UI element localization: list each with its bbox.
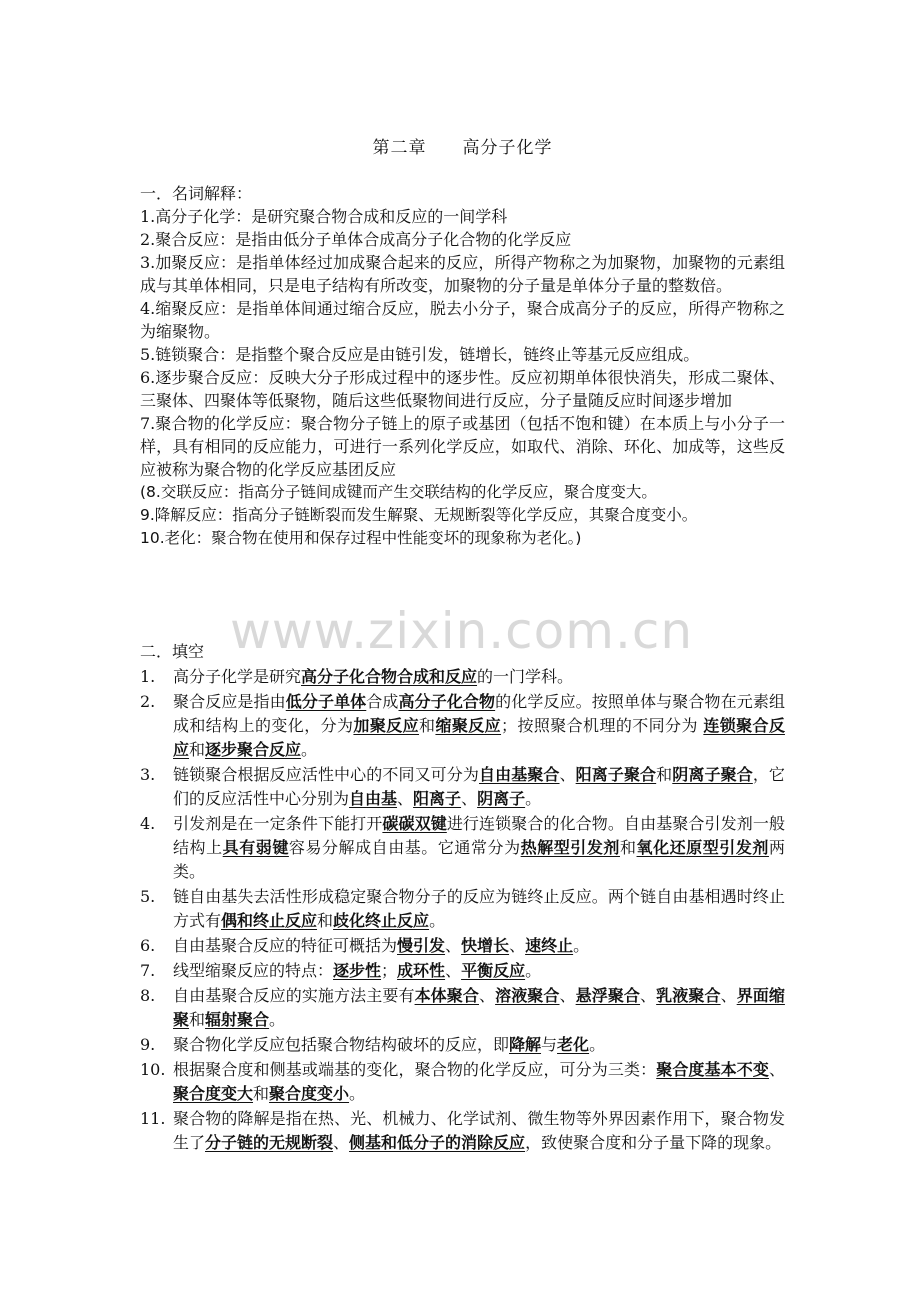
question-text: 聚合物化学反应包括聚合物结构破坏的反应，即 <box>173 1035 510 1054</box>
item-number: 6. <box>140 936 156 955</box>
question-text: 、 <box>397 789 414 808</box>
page-title: 第二章 高分子化学 <box>372 138 553 158</box>
question-text: 链自由基失去活性形成稳定聚合物分子的反应为链终止反应。两个链自由基相遇时终止方式有 <box>173 887 785 930</box>
answer-text: 平衡反应 <box>461 961 526 980</box>
question-text: 和 <box>189 740 206 759</box>
definition-item: 2.聚合反应：是指由低分子单体合成高分子化合物的化学反应 <box>140 230 572 249</box>
question-text: 和 <box>189 1010 206 1029</box>
definition-item: 6.逐步聚合反应：反映大分子形成过程中的逐步性。反应初期单体很快消失，形成二聚体、三聚体、四聚体等低聚物，随后这些低聚物间进行反应，分子量随反应时间逐步增加 <box>140 368 785 410</box>
question-text: 与 <box>541 1035 558 1054</box>
question-text: 、 <box>333 1133 350 1152</box>
question-text: 高分子化学是研究 <box>173 667 302 686</box>
question-text: 的化学反应。按照单体与聚合物在元素组成和结构上的变化，分为 <box>173 692 785 735</box>
question-text: 的一门学科。 <box>477 667 574 686</box>
definition-extra: (8.交联反应：指高分子链间成键而产生交联结构的化学反应，聚合度变大。 <box>140 483 657 501</box>
answer-text: 自由基 <box>349 789 398 808</box>
fill-in-item <box>140 763 785 811</box>
item-number: 5. <box>140 887 156 906</box>
answer-text: 高分子化合物合成和反应 <box>301 667 478 686</box>
item-number: 11. <box>140 1109 166 1128</box>
question-text: 。 <box>525 961 542 980</box>
question-text: 和 <box>419 716 436 735</box>
answer-text: 快增长 <box>461 936 510 955</box>
fill-in-list <box>140 665 785 1155</box>
answer-text: 阳离子聚合 <box>575 765 657 784</box>
question-text: 和 <box>253 1084 270 1103</box>
question-text: 。 <box>269 1010 286 1029</box>
answer-text: 缩聚反应 <box>435 716 502 735</box>
section-heading-fill-in: 二．填空 <box>140 642 205 661</box>
question-text: 聚合反应是指由 <box>173 692 286 711</box>
definition-item: 7.聚合物的化学反应：聚合物分子链上的原子或基团（包括不饱和键）在本质上与小分子一样，具有相同的反应能力，可进行一系列化学反应，如取代、消除、环化、加成等，这些反应被称为聚合物的化学反应基团反应 <box>140 414 785 479</box>
answer-text: 高分子化合物 <box>398 692 496 711</box>
question-text: 自由基聚合反应的特征可概括为 <box>173 936 398 955</box>
answer-text: 氧化还原型引发剂 <box>636 838 769 857</box>
question-text: 。 <box>589 1035 606 1054</box>
question-text: 。 <box>525 789 542 808</box>
answer-text: 自由基聚合 <box>479 765 560 784</box>
question-text: 链锁聚合根据反应活性中心的不同又可分为 <box>173 765 479 784</box>
item-number: 10. <box>140 1060 166 1079</box>
answer-text: 加聚反应 <box>353 716 420 735</box>
question-text: ，它们的反应活性中心分别为 <box>173 765 785 808</box>
question-text: 。 <box>301 740 318 759</box>
question-text: 。 <box>429 911 446 930</box>
item-number: 7. <box>140 961 156 980</box>
fill-in-item <box>140 665 785 689</box>
answer-text: 慢引发 <box>397 936 446 955</box>
question-text: 、 <box>559 986 576 1005</box>
answer-text: 界面缩聚 <box>173 986 785 1029</box>
fill-in-item <box>140 812 785 884</box>
item-number: 9. <box>140 1035 156 1054</box>
answer-text: 连锁聚合反应 <box>173 716 785 759</box>
fill-in-item <box>140 934 785 958</box>
question-text: 引发剂是在一定条件下能打开 <box>173 814 383 833</box>
answer-text: 降解 <box>509 1035 542 1054</box>
answer-text: 阴离子 <box>477 789 526 808</box>
answer-text: 速终止 <box>525 936 574 955</box>
question-text: 、 <box>559 765 576 784</box>
answer-text: 乳液聚合 <box>656 986 721 1005</box>
definition-extra: 10.老化：聚合物在使用和保存过程中性能变坏的现象称为老化。) <box>140 529 582 547</box>
question-text: ；按照聚合机理的不同分为 <box>501 716 704 735</box>
fill-in-item <box>140 690 785 762</box>
answer-text: 逐步性 <box>333 961 382 980</box>
question-text: 合成 <box>366 692 399 711</box>
question-text: 进行连锁聚合的化合物。自由基聚合引发剂一般结构上 <box>173 814 785 857</box>
item-number: 8. <box>140 986 156 1005</box>
answer-text: 辐射聚合 <box>205 1010 270 1029</box>
answer-text: 侧基和低分子的消除反应 <box>349 1133 526 1152</box>
item-number: 2. <box>140 692 156 711</box>
question-text: 、 <box>768 1060 785 1079</box>
question-text: 和 <box>619 838 637 857</box>
question-text: 容易分解成自由基。它通常分为 <box>288 838 521 857</box>
answer-text: 阴离子聚合 <box>672 765 753 784</box>
answer-text: 聚合度变大 <box>173 1084 254 1103</box>
answer-text: 逐步聚合反应 <box>205 740 302 759</box>
item-number: 4. <box>140 814 156 833</box>
question-text: 、 <box>478 986 496 1005</box>
question-text: 线型缩聚反应的特点： <box>173 961 334 980</box>
question-text: 聚合物的降解是指在热、光、机械力、化学试剂、微生物等外界因素作用下，聚合物发生了 <box>173 1109 785 1152</box>
answer-text: 碳碳双键 <box>382 814 447 833</box>
question-text: 根据聚合度和侧基或端基的变化，聚合物的化学反应，可分为三类： <box>173 1060 657 1079</box>
watermark: www.zixin.com.cn <box>230 602 694 660</box>
question-text: 自由基聚合反应的实施方法主要有 <box>173 986 415 1005</box>
answer-text: 热解型引发剂 <box>520 838 620 857</box>
question-text: 两类。 <box>173 838 785 881</box>
section-fill-in <box>140 640 785 1156</box>
item-number: 1. <box>140 667 156 686</box>
question-text: 、 <box>445 936 462 955</box>
question-text: 、 <box>445 961 462 980</box>
question-text: 、 <box>461 789 478 808</box>
definition-item: 1.高分子化学：是研究聚合物合成和反应的一间学科 <box>140 207 508 226</box>
question-text: 和 <box>656 765 673 784</box>
question-text: 。 <box>349 1084 366 1103</box>
answer-text: 本体聚合 <box>414 986 479 1005</box>
definition-item: 5.链锁聚合：是指整个聚合反应是由链引发，链增长，链终止等基元反应组成。 <box>140 345 700 364</box>
question-text: 。 <box>573 936 590 955</box>
fill-in-item <box>140 1107 785 1155</box>
answer-text: 老化 <box>557 1035 590 1054</box>
fill-in-item <box>140 959 785 983</box>
question-text: 、 <box>640 986 657 1005</box>
answer-text: 具有弱键 <box>222 838 289 857</box>
answer-text: 分子链的无规断裂 <box>205 1133 334 1152</box>
answer-text: 偶和终止反应 <box>221 911 318 930</box>
fill-in-item <box>140 1033 785 1057</box>
answer-text: 悬浮聚合 <box>575 986 641 1005</box>
answer-text: 歧化终止反应 <box>333 911 430 930</box>
question-text: 、 <box>509 936 526 955</box>
fill-in-item <box>140 1058 785 1106</box>
fill-in-item <box>140 984 785 1032</box>
question-text: 和 <box>317 911 334 930</box>
answer-text: 溶液聚合 <box>495 986 560 1005</box>
answer-text: 聚合度变小 <box>269 1084 350 1103</box>
question-text: 、 <box>720 986 737 1005</box>
answer-text: 成环性 <box>397 961 446 980</box>
definition-extra: 9.降解反应：指高分子链断裂而发生解聚、无规断裂等化学反应，其聚合度变小。 <box>140 506 698 524</box>
answer-text: 聚合度基本不变 <box>656 1060 769 1079</box>
definition-item: 3.加聚反应：是指单体经过加成聚合起来的反应，所得产物称之为加聚物，加聚物的元素组成与其单体相同，只是电子结构有所改变，加聚物的分子量是单体分子量的整数倍。 <box>140 253 785 295</box>
answer-text: 阳离子 <box>413 789 462 808</box>
item-number: 3. <box>140 765 156 784</box>
definition-item: 4.缩聚反应：是指单体间通过缩合反应，脱去小分子，聚合成高分子的反应，所得产物称之为缩聚物。 <box>140 299 785 341</box>
answer-text: 低分子单体 <box>285 692 367 711</box>
section-definitions <box>140 182 785 550</box>
question-text: ； <box>381 961 398 980</box>
question-text: ，致使聚合度和分子量下降的现象。 <box>525 1133 782 1152</box>
section-heading-definitions: 一．名词解释： <box>140 184 253 203</box>
fill-in-item <box>140 885 785 933</box>
